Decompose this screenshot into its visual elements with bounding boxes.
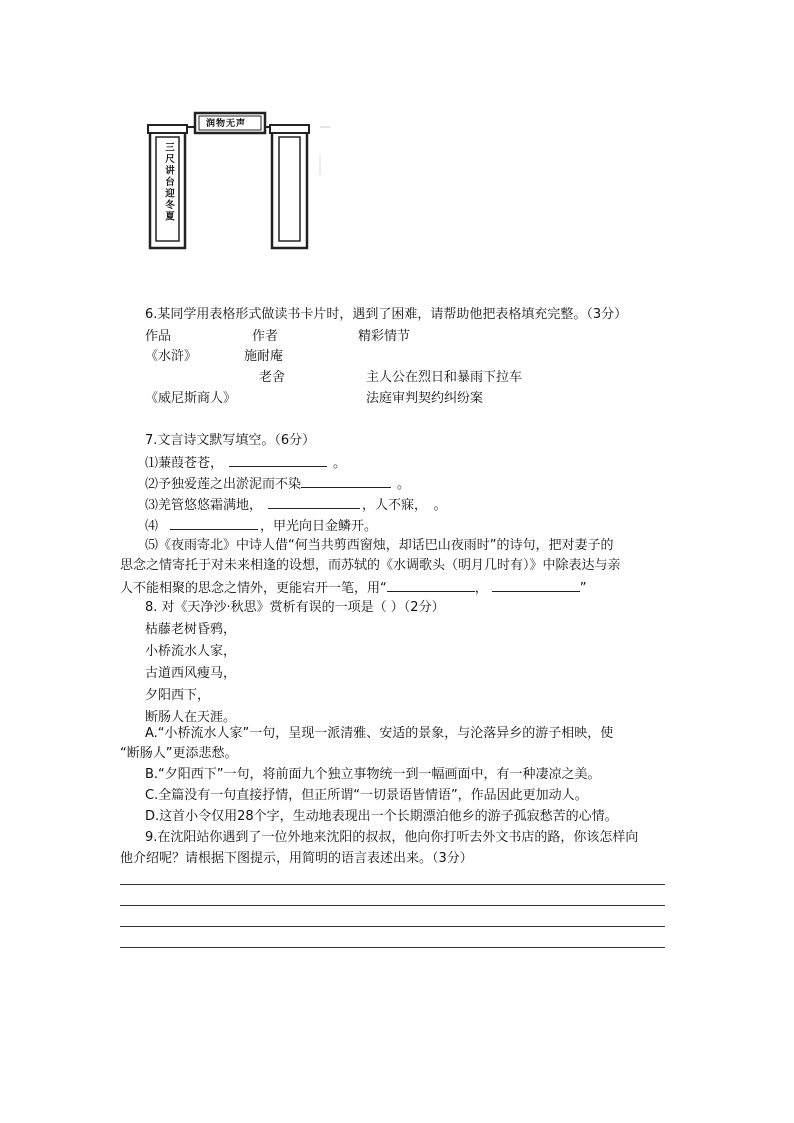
- q6-header-author: 作者: [252, 329, 279, 344]
- q6-header-plot: 精彩情节: [358, 329, 411, 344]
- q8-poem-line1: 枯藤老树昏鸦，: [145, 622, 237, 637]
- q8-poem-line3: 古道西风瘦马，: [145, 666, 237, 681]
- q9-prompt-line1: 9.在沈阳站你遇到了一位外地来沈阳的叔叔，他向你打听去外文书店的路，你该怎样向: [145, 830, 639, 845]
- q8-option-a-line1: A.“小桥流水人家”一句，呈现一派清雅、安适的景象，与沦落异乡的游子相映，使: [145, 726, 614, 741]
- q7-item2-blank[interactable]: [301, 474, 391, 488]
- q7-item4: [145, 516, 377, 536]
- q8-prompt: 8. 对《天净沙·秋思》赏析有误的一项是（ ）（2分）: [145, 600, 445, 615]
- q7-item4-pre: ⑷: [145, 519, 159, 534]
- q6-row2-author: 老舍: [259, 370, 286, 385]
- q7-item4-post: ，甲光向日金鳞开。: [260, 519, 378, 534]
- answer-line[interactable]: [120, 947, 665, 948]
- q6-prompt: 6.某同学用表格形式做读书卡片时，遇到了困难，请帮助他把表格填充完整。（3分）: [145, 307, 628, 322]
- q7-item1-pre: ⑴蒹葭苍苍，: [145, 456, 224, 471]
- q8-poem-line4: 夕阳西下，: [145, 688, 211, 703]
- q6-row1-author: 施耐庵: [244, 349, 284, 364]
- q7-item3-blank[interactable]: [268, 495, 360, 509]
- q7-item5-line2: 思念之情寄托于对未来相逢的设想，而苏轼的《水调歌头（明月几时有）》中除表达与亲: [120, 558, 621, 573]
- q7-item5-blank-1[interactable]: [387, 578, 475, 592]
- q8-poem-line2: 小桥流水人家，: [145, 644, 237, 659]
- q6-header-work: 作品: [145, 329, 172, 344]
- q6-row3-plot: 法庭审判契约纠纷案: [366, 391, 484, 406]
- q7-item3: [145, 495, 447, 515]
- q6-row2-plot: 主人公在烈日和暴雨下拉车: [366, 370, 523, 385]
- q7-item1-post: 。: [333, 456, 347, 471]
- q7-item1: [145, 453, 346, 473]
- q7-item3-post: ，人不寐， 。: [362, 498, 447, 513]
- answer-line[interactable]: [120, 926, 665, 927]
- q7-item2-pre: ⑵予独爱莲之出淤泥而不染: [145, 477, 302, 492]
- q8-poem-line5: 断肠人在天涯。: [145, 710, 237, 725]
- couplet-left: 三尺讲台迎冬夏: [163, 142, 174, 223]
- q7-item4-blank[interactable]: [170, 516, 258, 530]
- q7-item2: [145, 474, 410, 494]
- q8-option-c: C.全篇没有一句直接抒情，但正所谓“一切景语皆情语”，作品因此更加动人。: [145, 788, 588, 803]
- q8-option-d: D.这首小令仅用28个字，生动地表现出一个长期漂泊他乡的游子孤寂愁苦的心情。: [145, 809, 618, 824]
- q8-option-b: B.“夕阳西下”一句，将前面九个独立事物统一到一幅画面中，有一种凄凉之美。: [145, 767, 601, 782]
- q6-row1-work: 《水浒》: [145, 349, 198, 364]
- q7-item5-blank-2[interactable]: [492, 578, 580, 592]
- q7-item5-line1: ⑸《夜雨寄北》中诗人借“何当共剪西窗烛，却话巴山夜雨时”的诗句，把对妻子的: [145, 538, 614, 553]
- couplet-top: 润物无声: [206, 119, 247, 129]
- answer-line[interactable]: [120, 884, 665, 885]
- q7-item5-line3: [120, 578, 587, 598]
- q7-item2-post: 。: [397, 477, 411, 492]
- q7-item5-mid: ，: [474, 581, 488, 596]
- q8-option-a-line2: “断肠人”更添悲愁。: [120, 746, 238, 761]
- q7-item5-post: ”: [579, 581, 587, 596]
- answer-line[interactable]: [120, 905, 665, 906]
- q7-prompt: 7.文言诗文默写填空。（6分）: [145, 433, 316, 448]
- q7-item5-pre: 人不能相聚的思念之情外，更能宕开一笔，用“: [120, 581, 387, 596]
- q7-item3-pre: ⑶羌管悠悠霜满地，: [145, 498, 263, 513]
- q7-item1-blank[interactable]: [229, 453, 327, 467]
- q6-row3-work: 《威尼斯商人》: [145, 391, 237, 406]
- q9-prompt-line2: 他介绍呢？请根据下图提示，用简明的语言表述出来。（3分）: [120, 851, 473, 866]
